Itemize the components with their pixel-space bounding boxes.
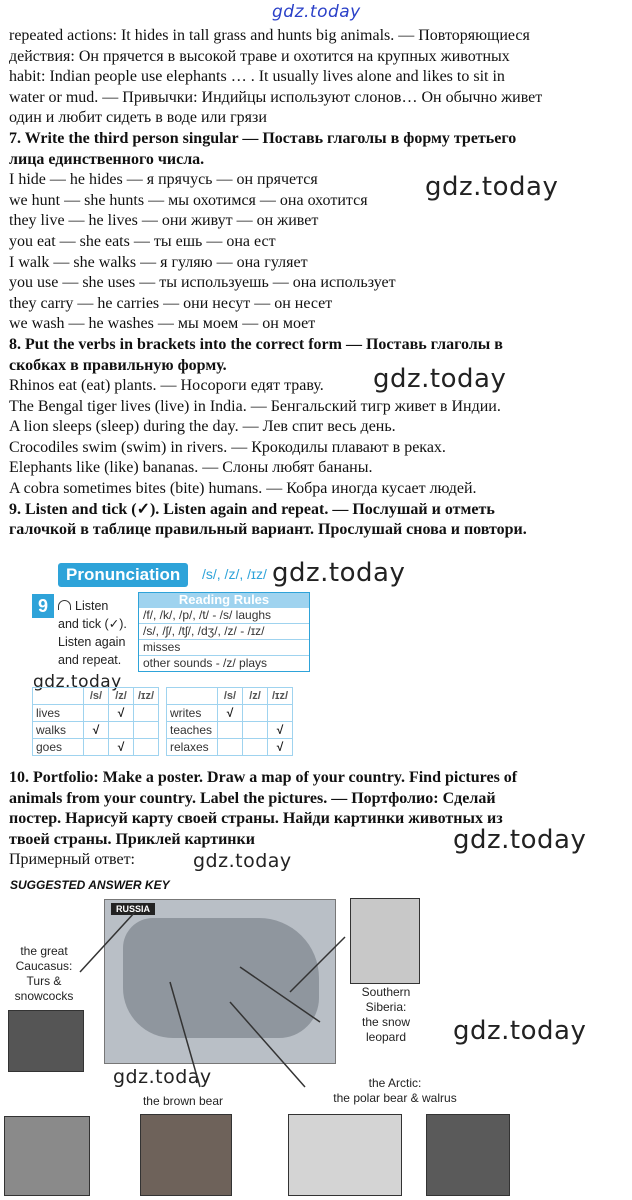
- text-line: A cobra sometimes bites (bite) humans. — Кобра иногда кусает людей.: [9, 480, 477, 498]
- watermark: gdz.today: [113, 1066, 212, 1088]
- table-corner: [167, 688, 218, 705]
- text-line: постер. Нарисуй карту своей страны. Найди картинки животных из: [9, 810, 503, 828]
- text-line: A lion sleeps (sleep) during the day. — Лев спит весь день.: [9, 418, 396, 436]
- rule-row: misses: [139, 639, 309, 655]
- text-line: water or mud. — Привычки: Индийцы используют слонов… Он обычно живет: [9, 88, 543, 106]
- poster: [0, 872, 632, 1200]
- tick-cell: [84, 739, 109, 756]
- arrow-line: [80, 912, 135, 972]
- watermark: gdz.today: [272, 558, 406, 588]
- tick-cell: [134, 739, 159, 756]
- text-line: I hide — he hides — я прячусь — он прячется: [9, 171, 318, 189]
- table-row: [167, 722, 293, 739]
- headphones-icon: [58, 600, 71, 610]
- rule-row: /s/, /ʃ/, /tʃ/, /dʒ/, /z/ - /ɪz/: [139, 623, 309, 639]
- arrow-line: [230, 1002, 305, 1087]
- text-line: галочкой в таблице правильный вариант. Прослушай снова и повтори.: [9, 521, 527, 539]
- table-row: [33, 722, 159, 739]
- text-line: 10. Portfolio: Make a poster. Draw a map of your country. Find pictures of: [9, 769, 518, 786]
- photo-snow-leopard: [350, 898, 420, 984]
- pronunciation-exercise: [32, 563, 307, 758]
- tick-cell: √: [268, 739, 293, 756]
- pronunciation-title: Pronunciation: [58, 563, 188, 587]
- sound-header: /z/: [243, 688, 268, 705]
- text-line: we hunt — she hunts — мы охотимся — она охотится: [9, 191, 368, 209]
- watermark: gdz.today: [193, 850, 292, 872]
- tick-cell: [84, 705, 109, 722]
- tick-cell: [134, 722, 159, 739]
- word-cell: relaxes: [167, 739, 218, 756]
- tick-cell: [109, 722, 134, 739]
- text-line: Crocodiles swim (swim) in rivers. — Крокодилы плавают в реках.: [9, 438, 446, 456]
- caption-brown-bear: the brown bear: [142, 1094, 224, 1108]
- text-line: we wash — he washes — мы моем — он моет: [9, 315, 316, 333]
- tick-cell: [243, 705, 268, 722]
- text-line: действия: Он прячется в высокой траве и охотится на крупных животных: [9, 47, 510, 65]
- caption-caucasus: the great Caucasus: Turs & snowcocks: [14, 944, 74, 1003]
- text-line: лица единственного числа.: [9, 150, 205, 168]
- table-row: [33, 739, 159, 756]
- text-line: 7. Write the third person singular — Поставь глаголы в форму третьего: [9, 129, 517, 147]
- text-line: you use — she uses — ты используешь — она использует: [9, 274, 396, 292]
- tick-cell: [243, 739, 268, 756]
- watermark: gdz.today: [33, 672, 122, 692]
- text-line: 9. Listen and tick (✓). Listen again and repeat. — Послушай и отметь: [9, 500, 495, 518]
- caption-arctic: the Arctic: the polar bear & walrus: [333, 1076, 457, 1105]
- tick-cell: √: [218, 705, 243, 722]
- rule-row: /f/, /k/, /p/, /t/ - /s/ laughs: [139, 607, 309, 623]
- reading-rules-box: [138, 592, 310, 672]
- sound-header: /s/: [84, 688, 109, 705]
- sound-header: /ɪz/: [134, 688, 159, 705]
- table-row: [33, 705, 159, 722]
- table-corner: [33, 688, 84, 705]
- tick-table-right: [166, 687, 293, 756]
- word-cell: writes: [167, 705, 218, 722]
- answer-text-block: [9, 26, 629, 541]
- tick-cell: [218, 722, 243, 739]
- tick-cell: [268, 705, 293, 722]
- text-line: habit: Indian people use elephants … . It usually lives alone and likes to sit in: [9, 68, 505, 86]
- tick-cell: [218, 739, 243, 756]
- word-cell: lives: [33, 705, 84, 722]
- text-line: The Bengal tiger lives (live) in India. — Бенгальский тигр живет в Индии.: [9, 397, 501, 415]
- text-line: один и любит сидеть в воде или грязи: [9, 109, 267, 127]
- watermark: gdz.today: [453, 825, 587, 855]
- portfolio-text-block: [9, 768, 629, 871]
- text-line: Примерный ответ:: [9, 851, 135, 869]
- photo-walrus: [426, 1114, 510, 1196]
- arrow-line: [240, 967, 320, 1022]
- tick-cell: √: [268, 722, 293, 739]
- watermark: gdz.today: [425, 172, 559, 202]
- reading-rules-title: Reading Rules: [139, 593, 309, 607]
- text-line: Rhinos eat (eat) plants. — Носороги едят траву.: [9, 377, 324, 395]
- word-cell: goes: [33, 739, 84, 756]
- table-row: [167, 705, 293, 722]
- text-line: you eat — she eats — ты ешь — она ест: [9, 232, 276, 250]
- photo-brown-bear: [140, 1114, 232, 1196]
- text-line: I walk — she walks — я гуляю — она гуляет: [9, 253, 308, 271]
- table-row: [167, 739, 293, 756]
- text-line: they live — he lives — они живут — он живет: [9, 212, 319, 230]
- sound-header: /ɪz/: [268, 688, 293, 705]
- text-line: animals from your country. Label the pictures. — Портфолио: Сделай: [9, 789, 496, 807]
- photo-turs: [8, 1010, 84, 1072]
- watermark: gdz.today: [453, 1016, 587, 1046]
- map-title: RUSSIA: [111, 903, 155, 915]
- caption-siberia: Southern Siberia: the snow leopard: [361, 985, 411, 1044]
- text-line: Elephants like (like) bananas. — Слоны любят бананы.: [9, 459, 373, 477]
- tick-cell: √: [84, 722, 109, 739]
- watermark: gdz.today: [373, 364, 507, 394]
- word-cell: teaches: [167, 722, 218, 739]
- watermark-top: gdz.today: [272, 2, 361, 22]
- exercise-instructions: Listen and tick (✓). Listen again and repeat.: [58, 599, 127, 667]
- pronunciation-symbols: /s/, /z/, /ɪz/: [202, 566, 267, 582]
- text-line: 8. Put the verbs in brackets into the correct form — Поставь глаголы в: [9, 335, 503, 353]
- photo-people: [4, 1116, 90, 1196]
- arrow-line: [290, 937, 345, 992]
- sound-header: /s/: [218, 688, 243, 705]
- photo-polar-bear: [288, 1114, 402, 1196]
- suggested-answer-header: SUGGESTED ANSWER KEY: [10, 878, 170, 892]
- tick-cell: [134, 705, 159, 722]
- text-line: they carry — he carries — они несут — он несет: [9, 294, 333, 312]
- sound-header: /z/: [109, 688, 134, 705]
- tick-cell: [243, 722, 268, 739]
- word-cell: walks: [33, 722, 84, 739]
- rule-row: other sounds - /z/ plays: [139, 655, 309, 671]
- tick-cell: √: [109, 739, 134, 756]
- text-line: скобках в правильную форму.: [9, 356, 227, 374]
- tick-table-left: [32, 687, 159, 756]
- arrow-line: [170, 982, 200, 1087]
- text-line: repeated actions: It hides in tall grass and hunts big animals. — Повторяющиеся: [9, 27, 530, 44]
- text-line: твоей страны. Приклей картинки: [9, 830, 255, 848]
- tick-cell: √: [109, 705, 134, 722]
- exercise-number: 9: [32, 594, 54, 618]
